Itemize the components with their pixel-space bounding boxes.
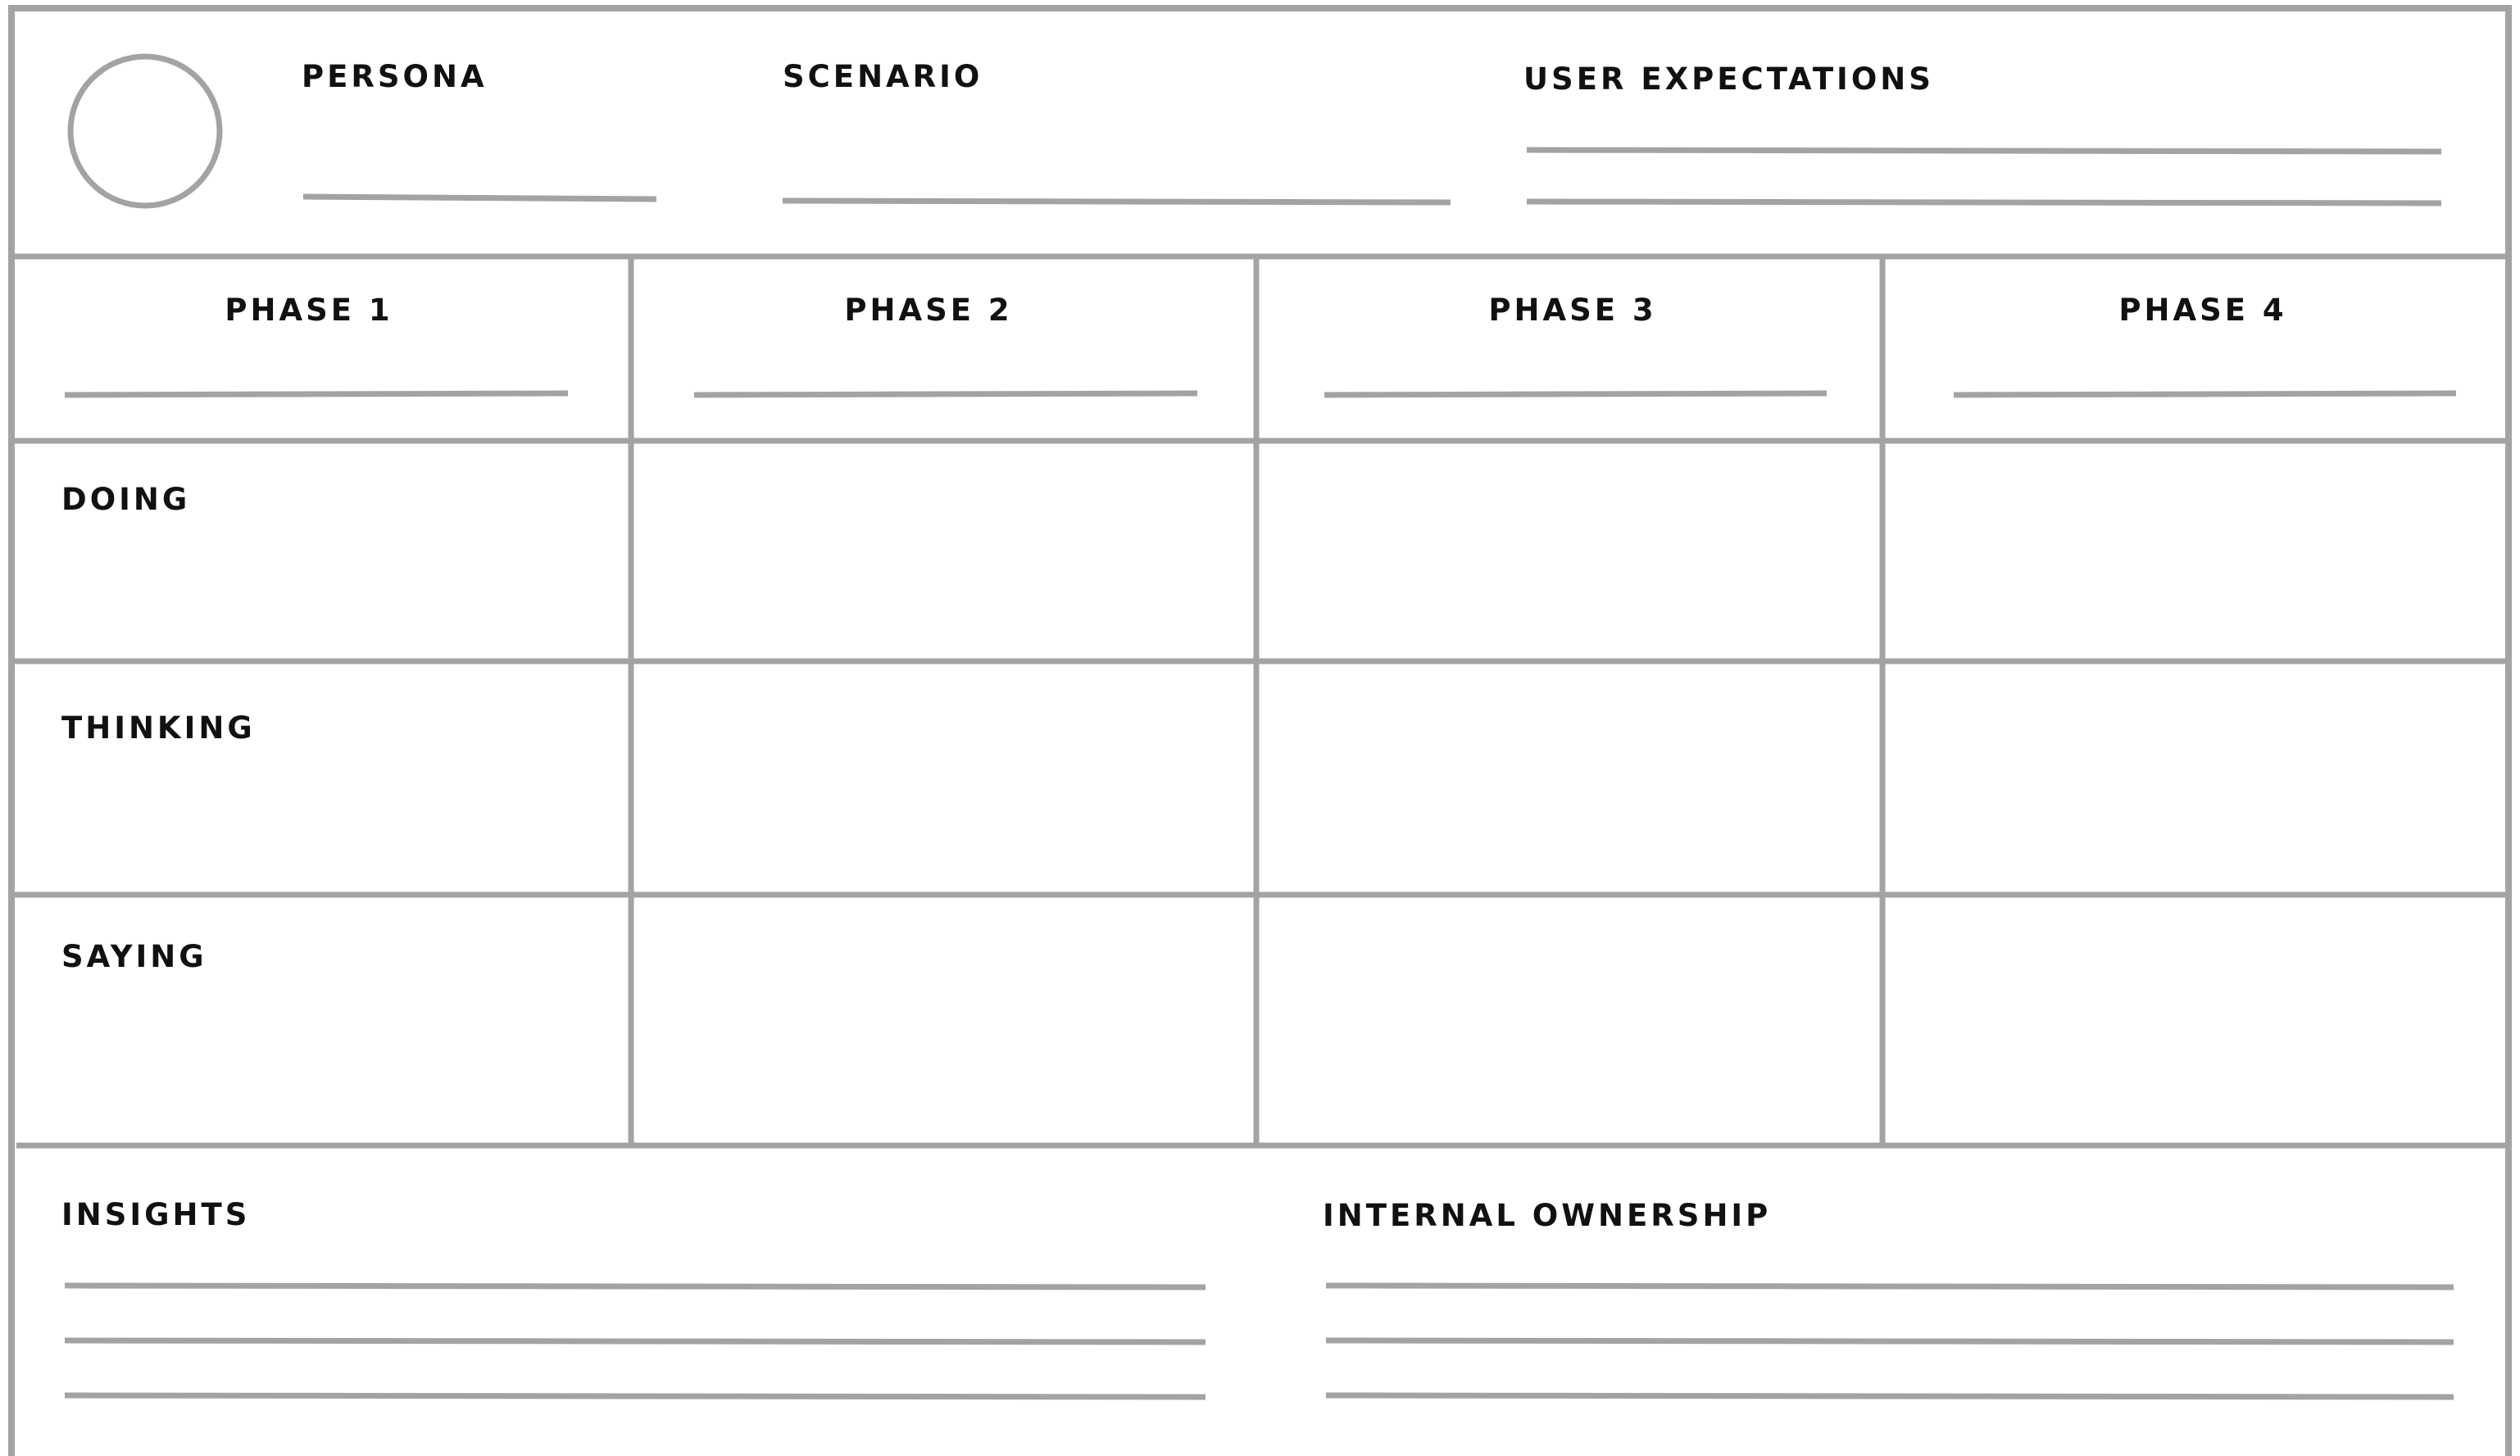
user-expectations-label: USER EXPECTATIONS — [1523, 61, 1934, 97]
cell-doing-phase-3[interactable] — [1260, 444, 1879, 658]
scenario-entry-line[interactable] — [783, 201, 1451, 202]
scenario-label: SCENARIO — [783, 59, 983, 94]
insights-label: INSIGHTS — [61, 1197, 251, 1232]
phase-2-entry-line[interactable] — [694, 393, 1197, 395]
phase-4-entry-line[interactable] — [1954, 393, 2456, 395]
cell-doing-phase-4[interactable] — [1886, 444, 2505, 658]
row-label-saying: SAYING — [61, 939, 207, 974]
internal-ownership-label: INTERNAL OWNERSHIP — [1323, 1198, 1772, 1233]
row-label-thinking: THINKING — [61, 710, 256, 746]
insights-entry-line-1[interactable] — [65, 1286, 1206, 1287]
insights-entry-line-3[interactable] — [65, 1395, 1206, 1397]
cell-thinking-phase-4[interactable] — [1886, 664, 2505, 891]
persona-label: PERSONA — [302, 59, 488, 94]
phase-3-label: PHASE 3 — [1488, 293, 1657, 328]
ownership-entry-line-2[interactable] — [1326, 1340, 2454, 1342]
cell-saying-phase-2[interactable] — [634, 898, 1253, 1142]
persona-entry-line[interactable] — [303, 197, 656, 199]
cell-saying-phase-3[interactable] — [1260, 898, 1879, 1142]
persona-avatar — [70, 57, 220, 206]
cell-saying-phase-4[interactable] — [1886, 898, 2505, 1142]
insights-entry-line-2[interactable] — [65, 1340, 1206, 1342]
row-label-doing: DOING — [61, 482, 191, 517]
cell-thinking-phase-2[interactable] — [634, 664, 1253, 891]
phase-4-label: PHASE 4 — [2118, 293, 2287, 328]
ownership-entry-line-1[interactable] — [1326, 1286, 2454, 1287]
cell-thinking-phase-3[interactable] — [1260, 664, 1879, 891]
phase-1-entry-line[interactable] — [65, 393, 568, 395]
cell-doing-phase-2[interactable] — [634, 444, 1253, 658]
phase-3-entry-line[interactable] — [1324, 393, 1827, 395]
phase-2-label: PHASE 2 — [844, 293, 1013, 328]
user-expectations-entry-line-1[interactable] — [1527, 150, 2441, 152]
phase-1-label: PHASE 1 — [225, 293, 393, 328]
user-expectations-entry-line-2[interactable] — [1527, 202, 2441, 203]
ownership-entry-line-3[interactable] — [1326, 1395, 2454, 1397]
